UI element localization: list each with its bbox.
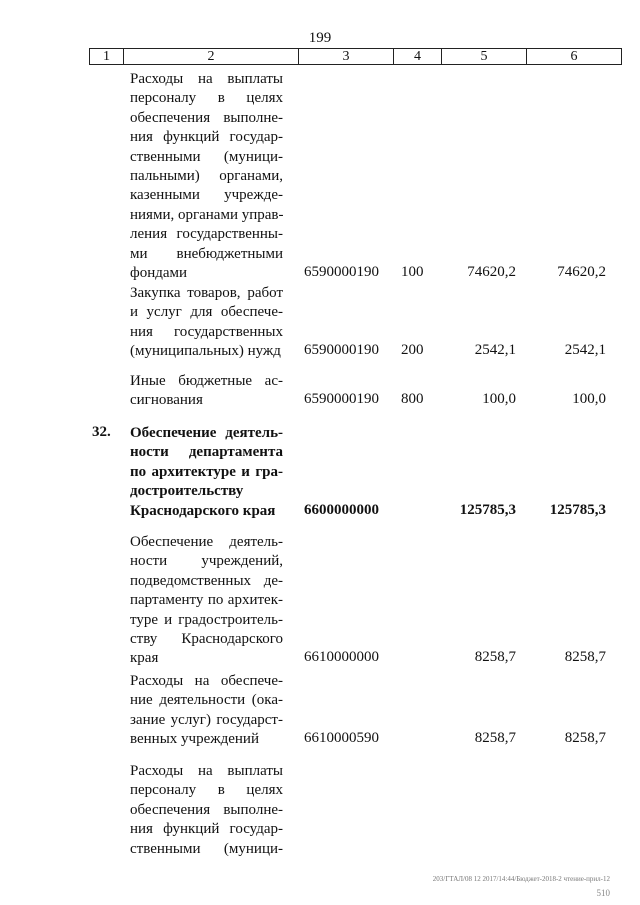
description-line: ности учреждений, (130, 553, 283, 570)
description-line: обеспечения выполне- (130, 801, 283, 818)
row-description (130, 424, 283, 521)
description-line: ления государственны- (130, 226, 283, 243)
description-line: достроительству (130, 483, 244, 500)
description-line: персоналу в целях (130, 90, 283, 107)
description-line: Краснодарского края (130, 502, 276, 519)
column-header-3: 3 (299, 49, 394, 64)
description-line: ности департамента (130, 444, 283, 461)
description-line: фондами (130, 265, 188, 282)
description-line: Обеспечение деятель- (130, 425, 283, 441)
row-value-col5: 125785,3 (459, 501, 516, 518)
row-description (130, 672, 283, 750)
description-line: ния функций государ- (130, 821, 283, 838)
description-line: венных учреждений (130, 731, 259, 748)
page-number: 199 (308, 30, 332, 46)
description-line: казенными учрежде- (130, 187, 283, 204)
row-value-col6: 74620,2 (557, 264, 606, 280)
footer-note: 203/ГТАЛ/08 12 2017/14:44/Бюджет-2018-2 чтение-прил-12 (432, 875, 610, 883)
description-line: обеспечения выполне- (130, 109, 283, 126)
column-header-6: 6 (570, 49, 578, 64)
row-value-col6: 8258,7 (564, 730, 606, 747)
column-header-4: 4 (394, 49, 442, 64)
row-description (130, 533, 283, 669)
row-expense-type: 800 (401, 391, 424, 408)
description-line: ния государственных (130, 323, 283, 340)
description-line: пальными) органами, (130, 168, 283, 185)
row-value-col5: 8258,7 (474, 649, 516, 666)
row-code: 6610000590 (304, 730, 379, 747)
column-header-1: 1 (90, 49, 124, 64)
footer-page: 510 (596, 888, 610, 898)
row-description (130, 762, 283, 859)
row-value-col6: 125785,3 (549, 501, 606, 518)
row-description (130, 284, 283, 362)
description-line: Иные бюджетные ас- (130, 373, 283, 389)
description-line: ние деятельности (ока- (130, 692, 283, 709)
description-line: Закупка товаров, работ (130, 285, 283, 301)
description-line: ния функций государ- (130, 129, 283, 146)
description-line: Расходы на обеспече- (130, 673, 283, 689)
row-value-col5: 74620,2 (467, 264, 516, 280)
column-header-2: 2 (124, 49, 299, 64)
description-line: зание услуг) государст- (130, 711, 283, 728)
column-header-5: 5 (442, 49, 527, 64)
description-line: ственными (муници- (130, 148, 283, 165)
row-value-col5: 100,0 (482, 391, 516, 408)
description-line: и услуг для обеспече- (130, 304, 283, 321)
description-line: партаменту по архитек- (130, 592, 283, 609)
description-line: персоналу в целях (130, 782, 283, 799)
row-value-col6: 100,0 (572, 391, 606, 408)
row-code: 6590000190 (304, 391, 379, 408)
description-line: Расходы на выплаты (130, 71, 283, 87)
description-line: (муниципальных) нужд (130, 343, 281, 360)
description-line: по архитектуре и гра- (130, 463, 283, 480)
row-description (130, 372, 283, 411)
row-expense-type: 200 (401, 342, 424, 359)
row-code: 6600000000 (304, 501, 379, 518)
description-line: края (130, 650, 159, 667)
row-value-col5: 8258,7 (474, 730, 516, 747)
table-header (89, 48, 622, 65)
row-code: 6590000190 (304, 264, 379, 280)
description-line: ству Краснодарского (130, 631, 283, 648)
description-line: ниями, органами управ- (130, 206, 284, 223)
description-line: Обеспечение деятель- (130, 534, 283, 550)
row-value-col6: 2542,1 (564, 342, 606, 359)
row-value-col5: 2542,1 (474, 342, 516, 359)
row-description (130, 70, 283, 283)
row-code: 6590000190 (304, 342, 379, 359)
description-line: ственными (муници- (130, 840, 283, 857)
description-line: туре и градостроитель- (130, 611, 283, 628)
row-value-col6: 8258,7 (564, 649, 606, 666)
description-line: сигнования (130, 392, 203, 409)
description-line: Расходы на выплаты (130, 763, 283, 779)
row-number: 32. (92, 424, 111, 440)
row-code: 6610000000 (304, 649, 379, 666)
description-line: подведомственных де- (130, 572, 283, 589)
description-line: ми внебюджетными (130, 245, 283, 262)
row-expense-type: 100 (401, 264, 424, 280)
